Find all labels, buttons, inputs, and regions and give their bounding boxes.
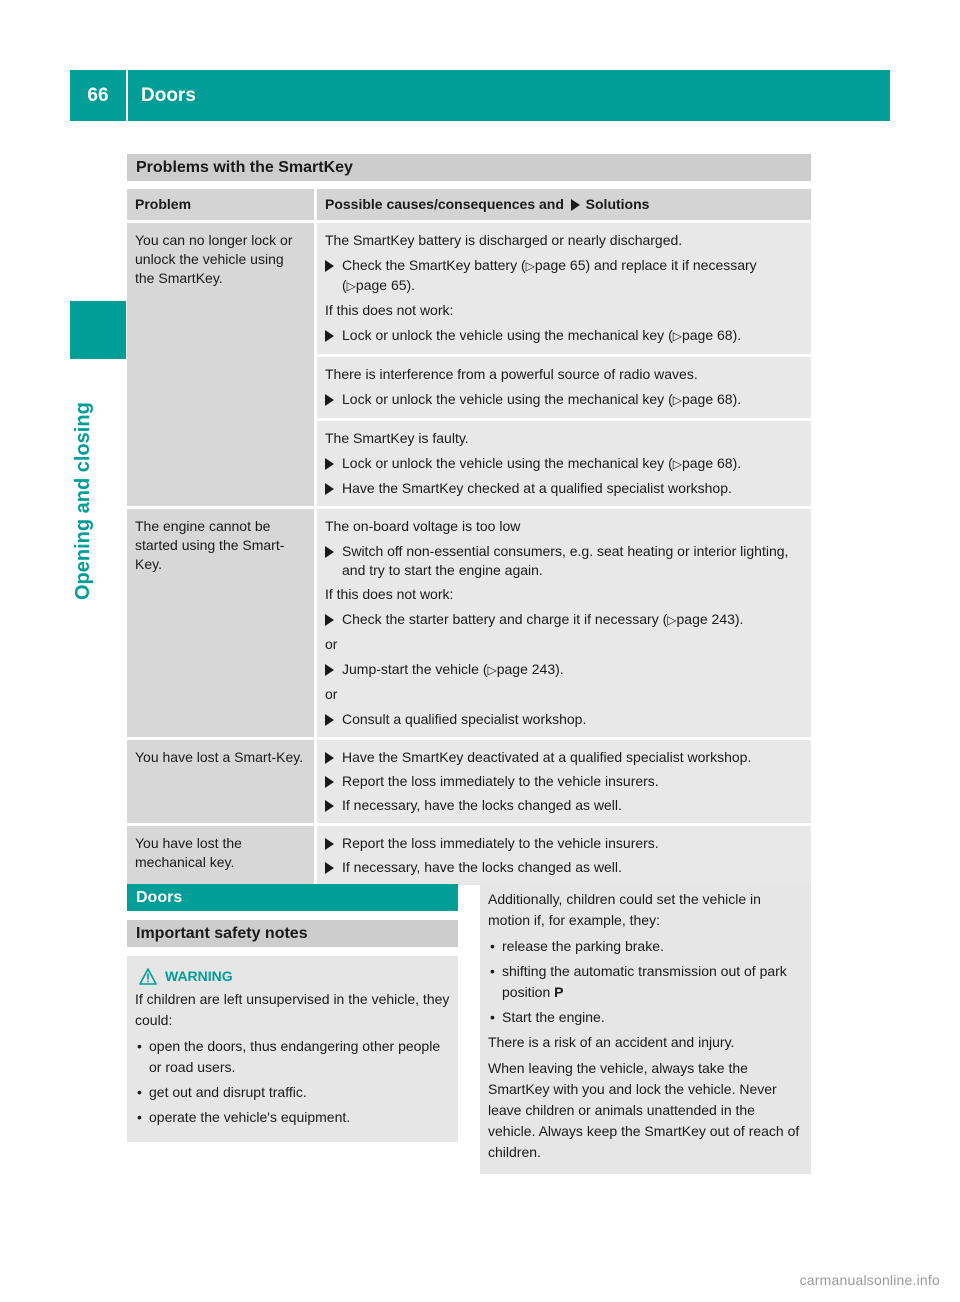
header-divider — [126, 70, 128, 121]
problem-cell: You have lost the mechanical key. — [127, 823, 314, 885]
page-ref-icon: ▷ — [346, 279, 356, 293]
problem-cell: You can no longer lock or unlock the vehicle using the SmartKey. — [127, 220, 314, 506]
chapter-tab — [70, 301, 126, 359]
action-arrow-icon — [325, 664, 334, 676]
cause-text: There is interference from a powerful source of radio waves. — [325, 366, 698, 382]
action-step: If necessary, have the locks changed as well. — [325, 796, 803, 815]
if-not-text: If this does not work: — [325, 302, 454, 318]
action-step: Report the loss immediately to the vehicle insurers. — [325, 772, 803, 791]
action-step: Switch off non-essential consumers, e.g. seat heating or interior lighting, and try to start the engine again. — [325, 542, 803, 580]
action-arrow-icon — [325, 330, 334, 342]
page-ref-icon: ▷ — [672, 393, 682, 407]
action-step: Have the SmartKey deactivated at a qualified specialist workshop. — [325, 748, 803, 767]
action-arrow-icon — [325, 458, 334, 470]
action-step: Lock or unlock the vehicle using the mechanical key (▷page 68). — [325, 390, 803, 410]
action-arrow-icon — [325, 394, 334, 406]
column-header-problem: Problem — [127, 189, 314, 220]
action-arrow-icon — [571, 199, 580, 211]
warning-header — [135, 966, 450, 987]
solution-cell — [314, 506, 811, 737]
action-step: If necessary, have the locks changed as well. — [325, 858, 803, 877]
action-arrow-icon — [325, 862, 334, 874]
watermark: carmanualsonline.info — [799, 1272, 940, 1288]
problems-table — [127, 189, 811, 885]
action-arrow-icon — [325, 800, 334, 812]
action-arrow-icon — [325, 483, 334, 495]
if-not-text: If this does not work: — [325, 586, 454, 602]
or-text: or — [325, 636, 338, 652]
warning-triangle-icon — [139, 968, 157, 985]
table-row — [127, 220, 811, 354]
action-arrow-icon — [325, 614, 334, 626]
page-ref-icon: ▷ — [525, 259, 535, 273]
page-number: 66 — [87, 84, 109, 106]
solution-cell — [314, 220, 811, 354]
warning-label: WARNING — [165, 968, 233, 984]
section-title: Problems with the SmartKey — [127, 154, 811, 181]
table-row — [127, 823, 811, 885]
chapter-label: Opening and closing — [72, 402, 94, 600]
cause-text: The SmartKey is faulty. — [325, 430, 469, 446]
list-item: • operate the vehicle's equipment. — [135, 1107, 450, 1128]
list-item: • Start the engine. — [488, 1007, 803, 1028]
doors-left-column — [127, 884, 458, 1142]
table-header-row — [127, 189, 811, 220]
action-step: Lock or unlock the vehicle using the mechanical key (▷page 68). — [325, 454, 803, 474]
action-arrow-icon — [325, 838, 334, 850]
cause-text: The on-board voltage is too low — [325, 518, 521, 534]
doors-right-column — [480, 884, 811, 1174]
solution-cell — [314, 737, 811, 823]
solution-cell — [314, 354, 811, 418]
page-ref-icon: ▷ — [487, 663, 497, 677]
page-header — [70, 70, 890, 121]
solution-cell — [314, 823, 811, 885]
safety-notes-heading: Important safety notes — [127, 920, 458, 947]
action-step: Check the starter battery and charge it if necessary (▷page 243). — [325, 610, 803, 630]
list-item: • release the parking brake. — [488, 936, 803, 957]
action-step: Jump-start the vehicle (▷page 243). — [325, 660, 803, 680]
header-title: Doors — [141, 84, 196, 106]
or-text: or — [325, 686, 338, 702]
list-item: • shifting the automatic transmission out of park position P — [488, 961, 803, 1003]
list-item: • open the doors, thus endangering other people or road users. — [135, 1036, 450, 1078]
action-step: Report the loss immediately to the vehicle insurers. — [325, 834, 803, 853]
action-step: Have the SmartKey checked at a qualified specialist workshop. — [325, 479, 803, 498]
smartkey-problems-section — [127, 154, 811, 885]
risk-text: There is a risk of an accident and injury. — [488, 1034, 735, 1050]
list-item: • get out and disrupt traffic. — [135, 1082, 450, 1103]
action-arrow-icon — [325, 546, 334, 558]
advice-text: When leaving the vehicle, always take the SmartKey with you and lock the vehicle. Never leave children or animals unattended in the vehicle. Always keep the SmartKey out of reach of children. — [488, 1060, 800, 1160]
page-ref-icon: ▷ — [667, 613, 677, 627]
problem-cell: The engine cannot be started using the Smart-Key. — [127, 506, 314, 737]
warning-intro: If children are left unsupervised in the vehicle, they could: — [135, 991, 450, 1028]
action-step: Lock or unlock the vehicle using the mechanical key (▷page 68). — [325, 326, 803, 346]
page-ref-icon: ▷ — [672, 457, 682, 471]
column-header-solutions: Possible causes/consequences and Solutions — [314, 189, 811, 220]
action-arrow-icon — [325, 260, 334, 272]
action-arrow-icon — [325, 776, 334, 788]
table-row — [127, 737, 811, 823]
solution-cell — [314, 418, 811, 506]
page-ref-icon: ▷ — [672, 329, 682, 343]
action-arrow-icon — [325, 752, 334, 764]
cause-text: The SmartKey battery is discharged or nearly discharged. — [325, 232, 683, 248]
action-arrow-icon — [325, 714, 334, 726]
problem-cell: You have lost a Smart-Key. — [127, 737, 314, 823]
right-intro: Additionally, children could set the vehicle in motion if, for example, they: — [488, 891, 761, 928]
doors-heading: Doors — [127, 884, 458, 911]
warning-box — [127, 956, 458, 1142]
action-step: Consult a qualified specialist workshop. — [325, 710, 803, 729]
table-row — [127, 506, 811, 737]
action-step: Check the SmartKey battery (▷page 65) and replace it if necessary (▷page 65). — [325, 256, 803, 296]
